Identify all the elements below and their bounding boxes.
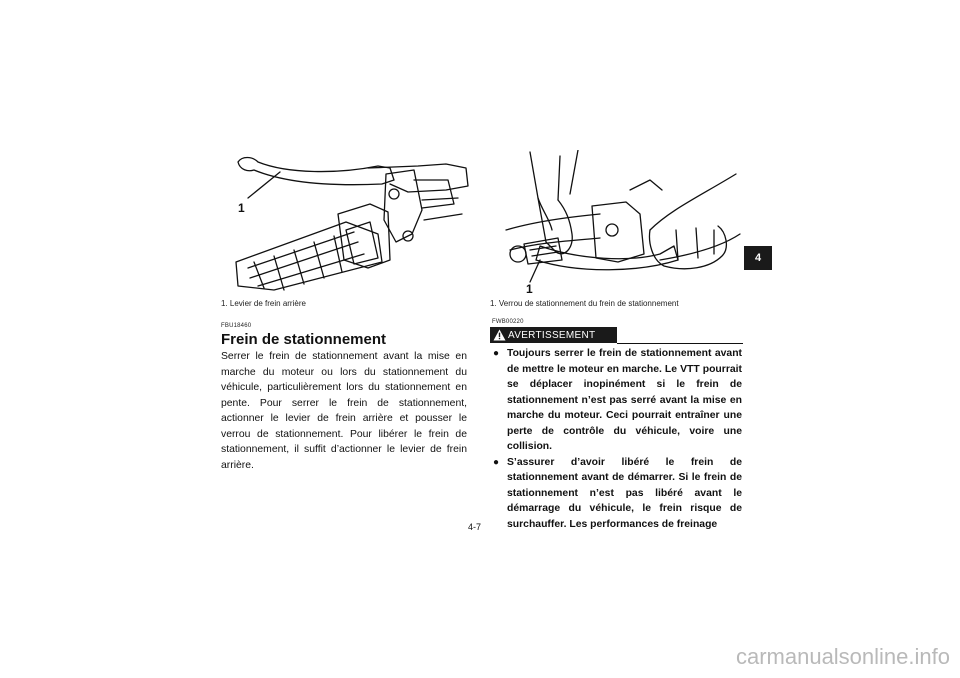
warning-item xyxy=(493,455,742,533)
section-heading: Frein de stationnement xyxy=(221,331,387,348)
warning-badge xyxy=(490,327,617,343)
section-code: FBU18460 xyxy=(221,323,252,329)
figure-callout-1: 1 xyxy=(526,282,533,296)
warning-item-text: Toujours serrer le frein de stationnement avant de mettre le moteur en marche. Le VTT pourrait se déplacer inopinément si le frein de stationnement n’est pas serré avant la mise en marche du moteur. Ceci pourrait entraîner une perte de contrôle du véhicule, voire une collision. xyxy=(507,348,742,452)
warning-code: FWB00220 xyxy=(492,319,524,325)
left-figure-caption: 1. Levier de frein arrière xyxy=(221,299,306,308)
figure-callout-1: 1 xyxy=(238,201,245,215)
warning-item-text: S’assurer d’avoir libéré le frein de stationnement avant de démarrer. Si le frein de stationnement n’est pas libéré avant le démarrage du véhicule, le frein risque de surchauffer. Les performances de freinage xyxy=(507,456,742,530)
brake-lever-illustration xyxy=(218,150,478,296)
right-figure-caption: 1. Verrou de stationnement du frein de stationnement xyxy=(490,299,679,308)
bullet-icon: ● xyxy=(493,456,500,468)
warning-triangle-icon xyxy=(490,327,508,343)
parking-lock-illustration xyxy=(500,150,745,296)
warning-rule xyxy=(617,343,743,344)
chapter-tab: 4 xyxy=(744,246,772,270)
warning-header xyxy=(490,326,743,344)
bullet-icon: ● xyxy=(493,348,500,359)
warning-item xyxy=(493,346,742,455)
watermark: carmanualsonline.info xyxy=(735,644,950,669)
warning-list xyxy=(493,346,742,532)
page-number: 4-7 xyxy=(468,522,482,532)
warning-label: AVERTISSEMENT xyxy=(508,329,596,341)
body-paragraph: Serrer le frein de stationnement avant la mise en marche du moteur ou lors du stationnement du véhicule, particulièrement lors du stationnement en pente. Pour serrer le frein de stationnement, actionner le levier de frein arrière et pousser le verrou de stationnement. Pour libérer le frein de stationnement, il suffit d’actionner le levier de frein arrière. xyxy=(221,351,467,471)
